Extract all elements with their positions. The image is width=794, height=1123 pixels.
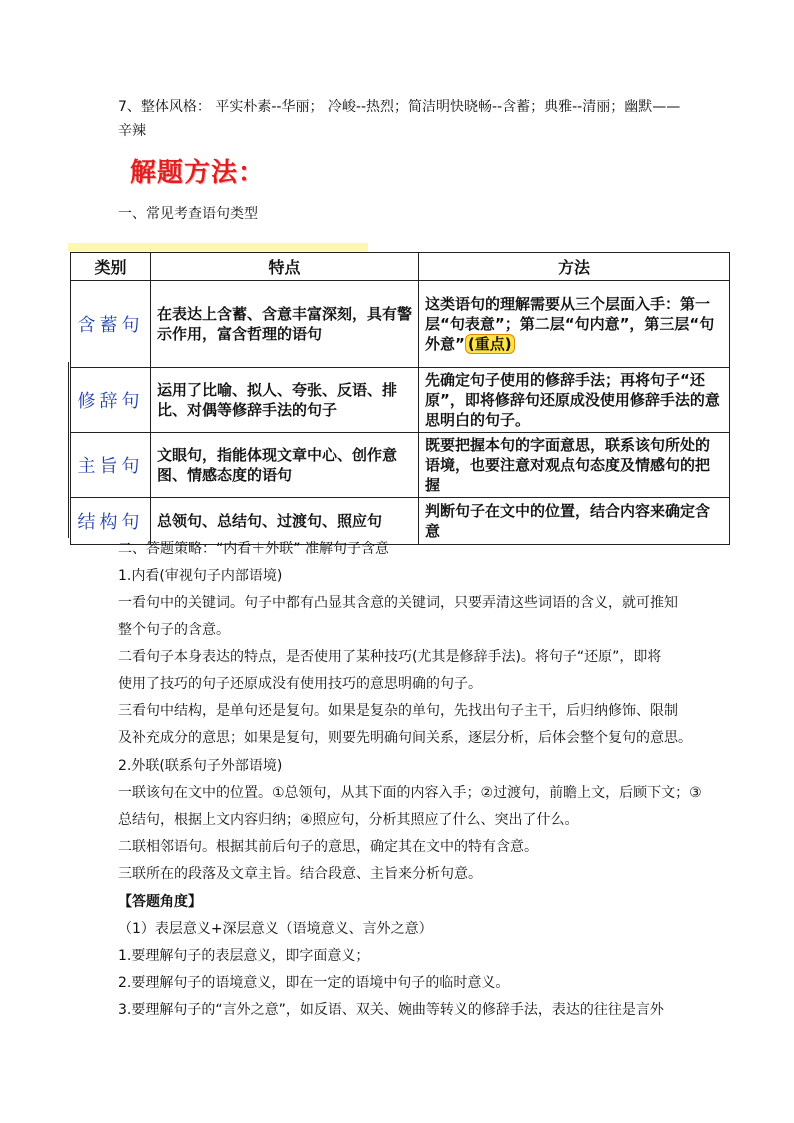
- answer-angle-line3: 3.要理解句子的“言外之意”，如反语、双关、婉曲等转义的修辞手法，表达的往往是言外: [118, 1002, 664, 1018]
- p6: 三联所在的段落及文章主旨。结合段意、主旨来分析句意。: [118, 866, 482, 882]
- table-row: [71, 368, 730, 433]
- answer-angle-title: 【答题角度】: [118, 894, 202, 910]
- type-cell: 结构句: [71, 498, 151, 545]
- method-text: 这类语句的理解需要从三个层面入手：第一层“句表意”；第二层“句内意”，第三层“句外意”: [425, 295, 715, 353]
- table-row: [71, 281, 730, 368]
- method-cell: 既要把握本句的字面意思，联系该句所处的语境，也要注意对观点句态度及情感句的把握: [419, 433, 730, 498]
- key-point-mark: (重点): [465, 334, 515, 354]
- style-line-2: 辛辣: [118, 123, 146, 139]
- p1-line2: 整个句子的含意。: [118, 622, 230, 638]
- table-header-row: [71, 253, 730, 281]
- p5: 二联相邻语句。根据其前后句子的意思，确定其在文中的特有含意。: [118, 839, 538, 855]
- answer-angle-line2: 2.要理解句子的语境意义，即在一定的语境中句子的临时意义。: [118, 975, 510, 991]
- answer-angle-item1: （1）表层意义+深层意义（语境意义、言外之意）: [118, 921, 433, 937]
- method-heading: 解题方法：: [130, 158, 266, 188]
- method-cell: [419, 281, 730, 368]
- p3-line1: 三看句中结构，是单句还是复句。如果是复杂的单句，先找出句子主干，后归纳修饰、限制: [118, 703, 678, 719]
- p3-line2: 及补充成分的意思；如果是复句，则要先明确句间关系，逐层分析，后体会整个复句的意思。: [118, 730, 692, 746]
- p2-line2: 使用了技巧的句子还原成没有使用技巧的意思明确的句子。: [118, 676, 482, 692]
- p4-line2: 总结句，根据上文内容归纳；④照应句，分析其照应了什么、突出了什么。: [118, 812, 579, 828]
- style-line-1: 7、整体风格： 平实朴素--华丽； 冷峻--热烈；简洁明快晓畅--含蓄；典雅--清丽；幽默——: [118, 99, 681, 115]
- type-cell: 主旨句: [71, 433, 151, 498]
- section2-sub1: 1.内看(审视句子内部语境): [118, 568, 283, 584]
- header-feature: 特点: [151, 253, 419, 281]
- p1-line1: 一看句中的关键词。句子中都有凸显其含意的关键词，只要弄清这些词语的含义，就可推知: [118, 595, 678, 611]
- section1-title: 一、常见考查语句类型: [118, 206, 258, 222]
- highlight-strip: [68, 243, 368, 251]
- sentence-types-table: [70, 252, 730, 545]
- feature-cell: 总领句、总结句、过渡句、照应句: [151, 498, 419, 545]
- answer-angle-line1: 1.要理解句子的表层意义，即字面意义；: [118, 948, 370, 964]
- section2-sub2: 2.外联(联系句子外部语境): [118, 758, 283, 774]
- header-method: 方法: [419, 253, 730, 281]
- section2-title: 二、答题策略：“内看＋外联” 准解句子含意: [118, 541, 389, 557]
- method-cell: 判断句子在文中的位置，结合内容来确定含意: [419, 498, 730, 545]
- method-cell: 先确定句子使用的修辞手法；再将句子“还原”，即将修辞句还原成没使用修辞手法的意思明白的句子。: [419, 368, 730, 433]
- type-cell: 含蓄句: [71, 281, 151, 368]
- type-cell: 修辞句: [71, 368, 151, 433]
- table-side-line: [68, 362, 69, 538]
- feature-cell: 在表达上含蓄、含意丰富深刻，具有警示作用，富含哲理的语句: [151, 281, 419, 368]
- feature-cell: 文眼句，指能体现文章中心、创作意图、情感态度的语句: [151, 433, 419, 498]
- feature-cell: 运用了比喻、拟人、夸张、反语、排比、对偶等修辞手法的句子: [151, 368, 419, 433]
- table-row: [71, 433, 730, 498]
- header-type: 类别: [71, 253, 151, 281]
- p2-line1: 二看句子本身表达的特点，是否使用了某种技巧(尤其是修辞手法)。将句子“还原”，即将: [118, 649, 662, 665]
- p4-line1: 一联该句在文中的位置。①总领句，从其下面的内容入手；②过渡句，前瞻上文，后顾下文；③: [118, 785, 702, 801]
